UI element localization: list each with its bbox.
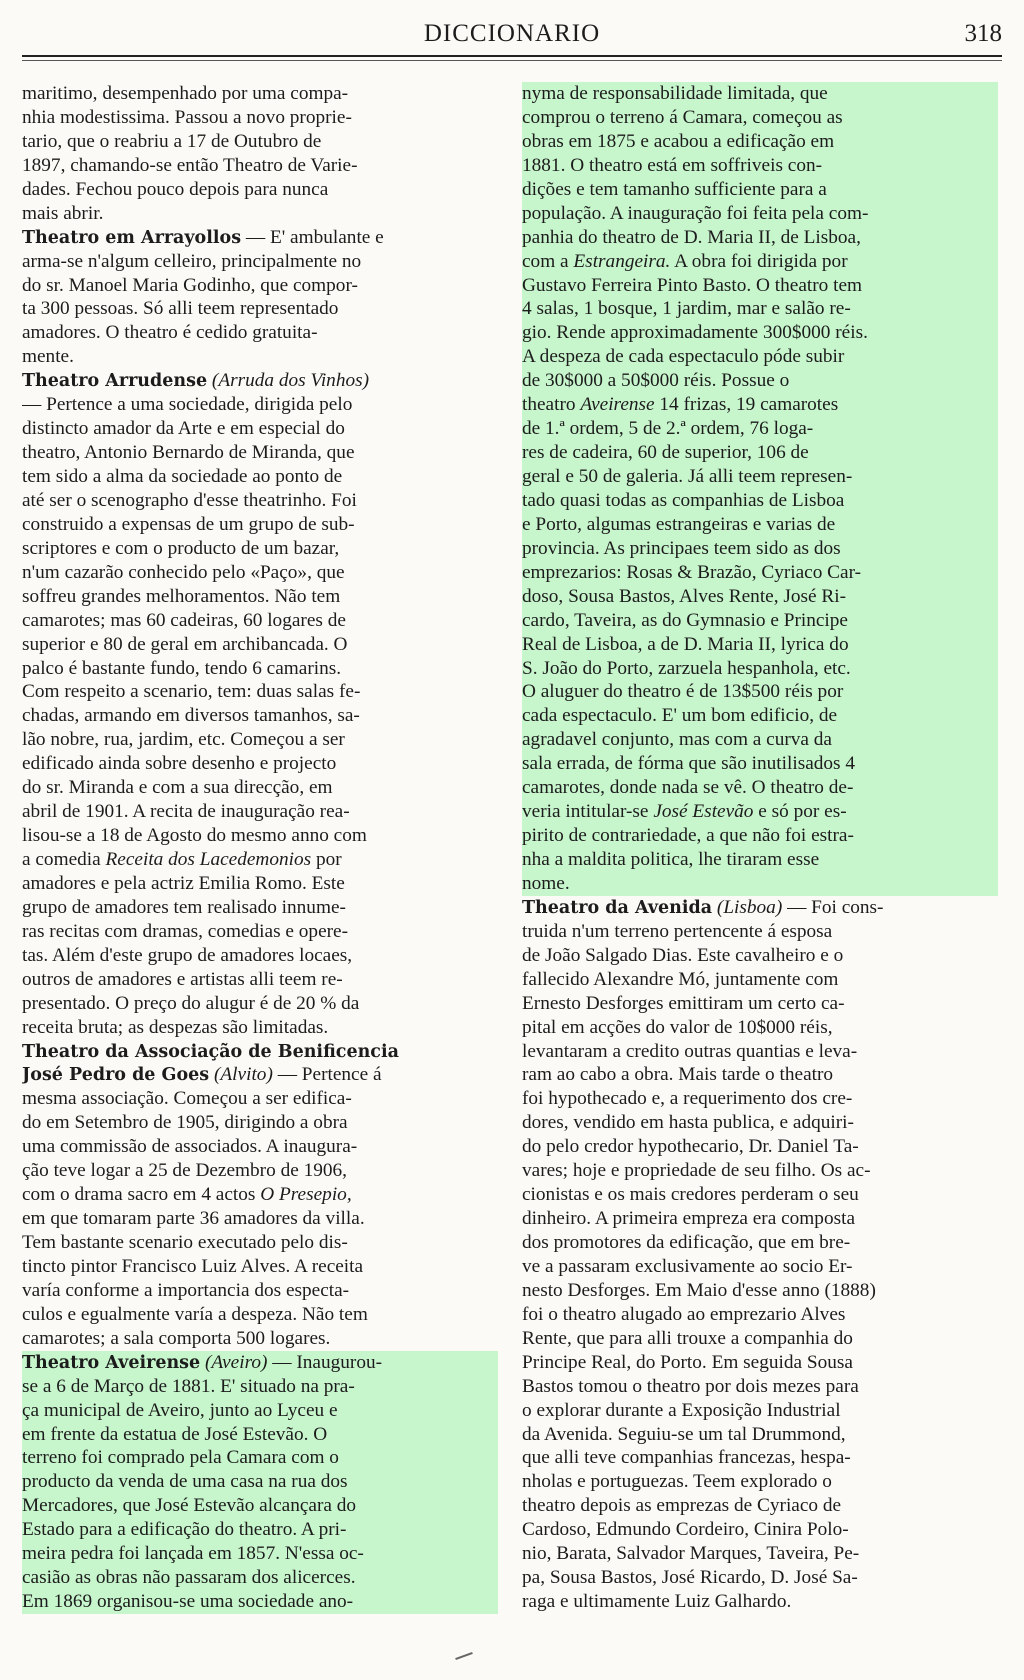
line-text: — Foi cons- xyxy=(782,896,884,918)
line-text: Gustavo Ferreira Pinto Basto. O theatro tem xyxy=(522,274,863,296)
text-line xyxy=(522,489,998,513)
text-line xyxy=(22,130,498,154)
line-text: em que tomaram parte 36 amadores da villa. xyxy=(22,1208,365,1230)
line-text: dades. Fechou pouco depois para nunca xyxy=(22,178,329,200)
line-text: Estado para a edificação do theatro. A pri- xyxy=(22,1519,347,1541)
line-text: de 1.ª ordem, 5 de 2.ª ordem, 76 loga- xyxy=(522,418,814,440)
line-text: theatro depois as emprezas de Cyriaco de xyxy=(522,1495,842,1517)
text-line xyxy=(522,776,998,800)
line-text: theatro, Antonio Bernardo de Miranda, que xyxy=(22,442,355,464)
line-text: — Inaugurou- xyxy=(267,1351,383,1373)
text-line xyxy=(22,1063,498,1087)
line-text: — E' ambulante e xyxy=(241,226,384,248)
line-text: do pelo credor hypothecario, Dr. Daniel Ta- xyxy=(522,1136,859,1158)
line-text: fallecido Alexandre Mó, juntamente com xyxy=(522,968,839,990)
line-text: pital em acções do valor de 10$000 réis, xyxy=(522,1016,833,1038)
text-line xyxy=(22,465,498,489)
text-line xyxy=(22,1231,498,1255)
line-text: tem sido a alma da sociedade ao ponto de xyxy=(22,466,343,487)
text-line xyxy=(22,896,498,920)
text-line xyxy=(522,465,998,489)
text-line xyxy=(522,417,998,441)
page-running-title: DICCIONARIO xyxy=(423,20,601,47)
text-line xyxy=(522,1159,998,1183)
line-text: n'um cazarão conhecido pelo «Paço», que xyxy=(22,561,345,583)
line-text: ção teve logar a 25 de Dezembro de 1906, xyxy=(22,1160,347,1182)
page-header xyxy=(22,18,1002,62)
line-text: distincto amador da Arte e em especial do xyxy=(22,418,345,440)
entry-location: (Arruda dos Vinhos) xyxy=(207,370,370,392)
text-line xyxy=(522,1327,998,1351)
text-line xyxy=(522,513,998,537)
line-text: Ernesto Desforges emittiram um certo ca- xyxy=(522,992,845,1014)
text-line xyxy=(522,1446,998,1470)
text-line xyxy=(22,513,498,537)
line-text: camarotes; mas 60 cadeiras, 60 logares de xyxy=(22,609,346,631)
text-line xyxy=(522,1494,998,1518)
text-line xyxy=(522,345,998,369)
line-text: nome. xyxy=(522,872,570,894)
text-line xyxy=(22,1351,498,1375)
text-line xyxy=(22,728,498,752)
text-line xyxy=(22,1470,498,1494)
line-text: foi o theatro alugado ao emprezario Alves xyxy=(522,1303,846,1325)
line-text: edificado ainda sobre desenho e projecto xyxy=(22,753,337,775)
text-line xyxy=(522,1183,998,1207)
text-line xyxy=(522,537,998,561)
italic-title: Aveirense xyxy=(580,394,655,416)
line-text: 1881. O theatro está em soffriveis con- xyxy=(522,154,823,176)
text-line xyxy=(22,561,498,585)
text-line xyxy=(22,1423,498,1447)
text-line xyxy=(22,82,498,106)
text-line xyxy=(22,848,498,872)
line-text: provincia. As principaes teem sido as dos xyxy=(522,537,841,559)
line-text: nhia modestissima. Passou a novo proprie- xyxy=(22,106,352,128)
text-line xyxy=(22,1375,498,1399)
text-line xyxy=(522,800,998,824)
text-line xyxy=(22,106,498,130)
line-text-after: e só por es- xyxy=(753,801,847,823)
text-line xyxy=(22,1135,498,1159)
text-line xyxy=(522,393,998,417)
line-text: chadas, armando em diversos tamanhos, sa- xyxy=(22,705,360,727)
line-text: comprou o terreno á Camara, começou as xyxy=(522,106,843,128)
line-text: amadores. O theatro é cedido gratuita- xyxy=(22,322,318,344)
text-line xyxy=(522,1423,998,1447)
text-line xyxy=(522,106,998,130)
text-line xyxy=(522,680,998,704)
line-text: Em 1869 organisou-se uma sociedade ano- xyxy=(22,1591,354,1613)
italic-title: Receita dos Lacedemonios xyxy=(105,849,312,870)
text-line xyxy=(522,1351,998,1375)
line-text: uma commissão de associados. A inaugura- xyxy=(22,1136,358,1158)
line-text: sala errada, de fórma que são inutilisados 4 xyxy=(522,753,856,775)
line-text: presentado. O preço do alugur é de 20 % da xyxy=(22,992,360,1014)
line-text: obras em 1875 e acabou a edificação em xyxy=(522,130,835,152)
text-line xyxy=(522,321,998,345)
text-line xyxy=(22,1590,498,1614)
line-text: res de cadeira, 60 de superior, 106 de xyxy=(522,442,809,464)
text-line xyxy=(22,1566,498,1590)
line-text: truida n'um terreno pertencente á esposa xyxy=(522,920,833,942)
line-text: scriptores e com o producto de um bazar, xyxy=(22,537,340,559)
line-text: dinheiro. A primeira empreza era composta xyxy=(522,1208,856,1230)
line-text: Bastos tomou o theatro por dois mezes para xyxy=(522,1375,859,1397)
text-line xyxy=(22,992,498,1016)
text-line xyxy=(522,441,998,465)
line-text: com o drama sacro em 4 actos xyxy=(22,1184,261,1206)
line-text: meira pedra foi lançada em 1857. N'essa oc- xyxy=(22,1543,364,1565)
text-line xyxy=(22,752,498,776)
text-line xyxy=(522,824,998,848)
line-text: grupo de amadores tem realisado innume- xyxy=(22,896,346,918)
line-text: palco é bastante fundo, tendo 6 camarins. xyxy=(22,657,342,679)
text-line xyxy=(22,417,498,441)
line-text: Cardoso, Edmundo Cordeiro, Cinira Polo- xyxy=(522,1519,849,1541)
text-line xyxy=(22,944,498,968)
line-text: ram ao cabo a obra. Mais tarde o theatro xyxy=(522,1064,834,1086)
entry-title: Theatro da Avenida xyxy=(522,897,713,918)
line-text: panhia do theatro de D. Maria II, de Lisboa, xyxy=(522,226,861,248)
line-text: — Pertence á xyxy=(272,1064,382,1086)
line-text: lisou-se a 18 de Agosto do mesmo anno com xyxy=(22,825,367,847)
text-line xyxy=(522,1111,998,1135)
text-line xyxy=(22,1446,498,1470)
line-text: varía conforme a importancia dos especta- xyxy=(22,1279,350,1301)
text-line xyxy=(522,1255,998,1279)
text-line xyxy=(522,1399,998,1423)
text-line xyxy=(22,369,498,393)
text-line xyxy=(522,609,998,633)
line-text: producto da venda de uma casa na rua dos xyxy=(22,1471,348,1493)
entry-location: (Lisboa) xyxy=(712,896,783,918)
text-line xyxy=(22,1542,498,1566)
line-text: foi hypothecado e, a requerimento dos cre- xyxy=(522,1088,853,1110)
text-line xyxy=(22,250,498,274)
line-text: cada espectaculo. E' um bom edificio, de xyxy=(522,705,838,727)
text-line xyxy=(522,226,998,250)
text-line xyxy=(22,1159,498,1183)
text-line xyxy=(522,1470,998,1494)
line-text: pa, Sousa Bastos, José Ricardo, D. José Sa- xyxy=(522,1567,858,1589)
line-text: cardo, Taveira, as do Gymnasio e Principe xyxy=(522,609,848,631)
text-line xyxy=(22,1111,498,1135)
line-text: nha a maldita politica, lhe tiraram esse xyxy=(522,849,820,870)
entry-title: José Pedro de Goes xyxy=(22,1065,210,1086)
text-line xyxy=(522,968,998,992)
line-text: que alli teve companhias francezas, hespa- xyxy=(522,1447,851,1469)
text-line xyxy=(22,1207,498,1231)
line-text: 4 salas, 1 bosque, 1 jardim, mar e salão re- xyxy=(522,298,851,320)
text-line xyxy=(522,1542,998,1566)
line-text: theatro xyxy=(522,394,581,416)
line-text: O aluguer do theatro é de 13$500 réis por xyxy=(522,681,844,703)
text-line xyxy=(522,920,998,944)
line-text: ras recitas com dramas, comedias e opere- xyxy=(22,920,349,942)
line-text: mente. xyxy=(22,346,74,368)
text-line xyxy=(22,345,498,369)
line-text-after: A obra foi dirigida por xyxy=(670,250,848,272)
line-text: de João Salgado Dias. Este cavalheiro e o xyxy=(522,944,844,966)
text-line xyxy=(522,848,998,872)
text-line xyxy=(522,944,998,968)
text-line xyxy=(522,369,998,393)
line-text: gio. Rende approximadamente 300$000 réis. xyxy=(522,322,868,344)
line-text: raga e ultimamente Luiz Galhardo. xyxy=(522,1591,792,1613)
line-text: o explorar durante a Exposição Industrial xyxy=(522,1399,841,1421)
italic-title: José Estevão xyxy=(653,801,754,823)
line-text: dos promotores da edificação, que em bre- xyxy=(522,1232,851,1253)
line-text: e Porto, algumas estrangeiras e varias de xyxy=(522,513,836,535)
line-text: pirito de contrariedade, a que não foi estra- xyxy=(522,825,854,847)
line-text-after: 14 frizas, 19 camarotes xyxy=(654,394,839,416)
line-text: tas. Além d'este grupo de amadores locaes, xyxy=(22,944,353,966)
text-line xyxy=(522,872,998,896)
line-text: Com respeito a scenario, tem: duas salas fe- xyxy=(22,681,361,703)
line-text: S. João do Porto, zarzuela hespanhola, etc. xyxy=(522,657,851,679)
line-text: nyma de responsabilidade limitada, que xyxy=(522,83,828,104)
line-text: nholas e portuguezas. Teem explorado o xyxy=(522,1471,832,1493)
text-line xyxy=(522,82,998,106)
line-text: com a xyxy=(522,250,574,272)
line-text: se a 6 de Março de 1881. E' situado na pra- xyxy=(22,1375,355,1397)
entry-title: Theatro Arrudense xyxy=(22,371,208,392)
text-line xyxy=(522,1087,998,1111)
text-line xyxy=(22,274,498,298)
text-line xyxy=(522,633,998,657)
line-text: lão nobre, rua, jardim, etc. Começou a ser xyxy=(22,729,345,751)
line-text: veria intitular-se xyxy=(522,801,654,823)
line-text: tado quasi todas as companhias de Lisboa xyxy=(522,489,845,511)
right-text-column xyxy=(522,82,998,1652)
line-text: soffreu grandes melhoramentos. Não tem xyxy=(22,585,341,607)
line-text: agradavel conjunto, mas com a curva da xyxy=(522,729,832,751)
line-text: terreno foi comprado pela Camara com o xyxy=(22,1447,339,1469)
text-line xyxy=(522,1207,998,1231)
line-text: em frente da estatua de José Estevão. O xyxy=(22,1423,328,1445)
text-line xyxy=(22,657,498,681)
text-line xyxy=(22,872,498,896)
line-text: dores, vendido em hasta publica, e adquiri- xyxy=(522,1112,854,1134)
text-line xyxy=(22,178,498,202)
line-text: do em Setembro de 1905, dirigindo a obra xyxy=(22,1112,348,1134)
text-line xyxy=(522,1375,998,1399)
text-line xyxy=(22,297,498,321)
line-text-after: por xyxy=(311,849,342,870)
text-line xyxy=(522,992,998,1016)
text-line xyxy=(22,968,498,992)
text-line xyxy=(22,1327,498,1351)
line-text: ve a passaram exclusivamente ao socio Er- xyxy=(522,1255,853,1277)
line-text: ta 300 pessoas. Só alli teem representado xyxy=(22,298,339,320)
text-line xyxy=(22,226,498,250)
header-rule-thin xyxy=(22,60,1002,61)
line-text: levantaram a credito outras quantias e leva- xyxy=(522,1040,858,1062)
text-line xyxy=(22,1016,498,1040)
text-line xyxy=(22,680,498,704)
line-text: população. A inauguração foi feita pela com- xyxy=(522,202,869,224)
text-line xyxy=(522,1303,998,1327)
text-line xyxy=(22,824,498,848)
line-text: construido a expensas de um grupo de sub- xyxy=(22,513,355,535)
text-line xyxy=(22,202,498,226)
text-line xyxy=(522,1279,998,1303)
text-line xyxy=(22,489,498,513)
text-line xyxy=(22,776,498,800)
footer-ink-mark xyxy=(455,1652,473,1660)
text-line xyxy=(22,1255,498,1279)
line-text: 1897, chamando-se então Theatro de Varie- xyxy=(22,154,358,176)
text-line xyxy=(22,1518,498,1542)
text-line xyxy=(22,154,498,178)
text-line xyxy=(522,130,998,154)
text-line xyxy=(522,1016,998,1040)
page-number: 318 xyxy=(964,20,1002,47)
line-text: camarotes, donde nada se vê. O theatro de- xyxy=(522,777,854,799)
text-line xyxy=(522,1231,998,1255)
line-text: amadores e pela actriz Emilia Romo. Este xyxy=(22,872,345,894)
text-line xyxy=(22,537,498,561)
line-text: Rente, que para alli trouxe a companhia do xyxy=(522,1327,853,1349)
italic-title: Estrangeira. xyxy=(573,250,671,272)
text-line xyxy=(522,1063,998,1087)
text-line xyxy=(22,585,498,609)
line-text: do sr. Miranda e com a sua direcção, em xyxy=(22,777,333,799)
line-text: tario, que o reabriu a 17 de Outubro de xyxy=(22,130,322,152)
text-line xyxy=(22,1303,498,1327)
line-text: vares; hoje e propriedade de seu filho. Os ac- xyxy=(522,1160,871,1182)
line-text: Real de Lisboa, a de D. Maria II, lyrica do xyxy=(522,633,849,655)
text-line xyxy=(522,202,998,226)
text-line xyxy=(22,1087,498,1111)
text-line xyxy=(22,609,498,633)
text-line xyxy=(522,1590,998,1614)
line-text: mais abrir. xyxy=(22,202,104,224)
text-line xyxy=(22,1040,498,1064)
text-line xyxy=(522,154,998,178)
line-text: mesma associação. Começou a ser edifica- xyxy=(22,1088,352,1110)
text-line xyxy=(522,1518,998,1542)
text-line xyxy=(522,704,998,728)
line-text: de 30$000 a 50$000 réis. Possue o xyxy=(522,370,790,392)
text-line xyxy=(522,1135,998,1159)
line-text: do sr. Manoel Maria Godinho, que compor- xyxy=(22,274,358,296)
text-line xyxy=(522,728,998,752)
entry-location: (Alvito) xyxy=(209,1064,273,1086)
header-rule xyxy=(22,55,1002,57)
line-text: a comedia xyxy=(22,849,106,870)
text-line xyxy=(522,561,998,585)
text-line xyxy=(22,920,498,944)
entry-title: Theatro Aveirense xyxy=(22,1352,201,1373)
text-line xyxy=(522,274,998,298)
text-line xyxy=(522,1040,998,1064)
text-line xyxy=(22,441,498,465)
text-line xyxy=(22,800,498,824)
text-line xyxy=(522,585,998,609)
line-text: superior e 80 de geral em archibancada. O xyxy=(22,633,348,655)
text-line xyxy=(22,1399,498,1423)
line-text: casião as obras não passaram dos alicerces. xyxy=(22,1567,356,1589)
text-line xyxy=(522,297,998,321)
line-text: camarotes; a sala comporta 500 logares. xyxy=(22,1327,331,1349)
line-text: tincto pintor Francisco Luiz Alves. A receita xyxy=(22,1255,364,1277)
text-line xyxy=(22,393,498,417)
line-text: até ser o scenographo d'esse theatrinho. Foi xyxy=(22,489,357,511)
entry-title: Theatro em Arrayollos xyxy=(22,227,242,248)
text-line xyxy=(22,1183,498,1207)
line-text: doso, Sousa Bastos, Alves Rente, José Ri- xyxy=(522,585,847,607)
line-text: Principe Real, do Porto. Em seguida Sousa xyxy=(522,1351,853,1373)
line-text: culos e egualmente varía a despeza. Não tem xyxy=(22,1303,368,1325)
line-text: arma-se n'algum celleiro, principalmente no xyxy=(22,250,362,272)
line-text: maritimo, desempenhado por uma compa- xyxy=(22,83,349,104)
line-text: ça municipal de Aveiro, junto ao Lyceu e xyxy=(22,1399,338,1421)
line-text: dições e tem tamanho sufficiente para a xyxy=(522,178,827,200)
text-line xyxy=(22,704,498,728)
line-text: A despeza de cada espectaculo póde subir xyxy=(522,346,845,368)
text-line xyxy=(522,1566,998,1590)
text-line xyxy=(522,657,998,681)
text-line xyxy=(22,1279,498,1303)
line-text: emprezarios: Rosas & Brazão, Cyriaco Car- xyxy=(522,561,862,583)
text-line xyxy=(522,752,998,776)
left-text-column xyxy=(22,82,498,1652)
line-text: Tem bastante scenario executado pelo dis- xyxy=(22,1232,348,1253)
text-line xyxy=(522,896,998,920)
entry-location: (Aveiro) xyxy=(200,1351,268,1373)
line-text: da Avenida. Seguiu-se um tal Drummond, xyxy=(522,1423,846,1445)
text-line xyxy=(522,250,998,274)
line-text: nesto Desforges. Em Maio d'esse anno (1888) xyxy=(522,1279,876,1301)
entry-title: Theatro da Associação de Benificencia xyxy=(22,1041,399,1062)
line-text: cionistas e os mais credores perderam o seu xyxy=(522,1184,859,1206)
text-line xyxy=(522,178,998,202)
line-text: — Pertence a uma sociedade, dirigida pelo xyxy=(22,394,353,416)
text-line xyxy=(22,633,498,657)
text-line xyxy=(22,321,498,345)
line-text: geral e 50 de galeria. Já alli teem represen- xyxy=(522,466,853,487)
text-line xyxy=(22,1494,498,1518)
line-text: abril de 1901. A recita de inauguração rea- xyxy=(22,801,350,823)
line-text: receita bruta; as despezas são limitadas. xyxy=(22,1016,329,1038)
line-text: outros de amadores e artistas alli teem re- xyxy=(22,968,343,990)
line-text: nio, Barata, Salvador Marques, Taveira, Pe- xyxy=(522,1543,860,1565)
italic-title: O Presepio, xyxy=(260,1184,352,1206)
line-text: Mercadores, que José Estevão alcançara do xyxy=(22,1495,357,1517)
